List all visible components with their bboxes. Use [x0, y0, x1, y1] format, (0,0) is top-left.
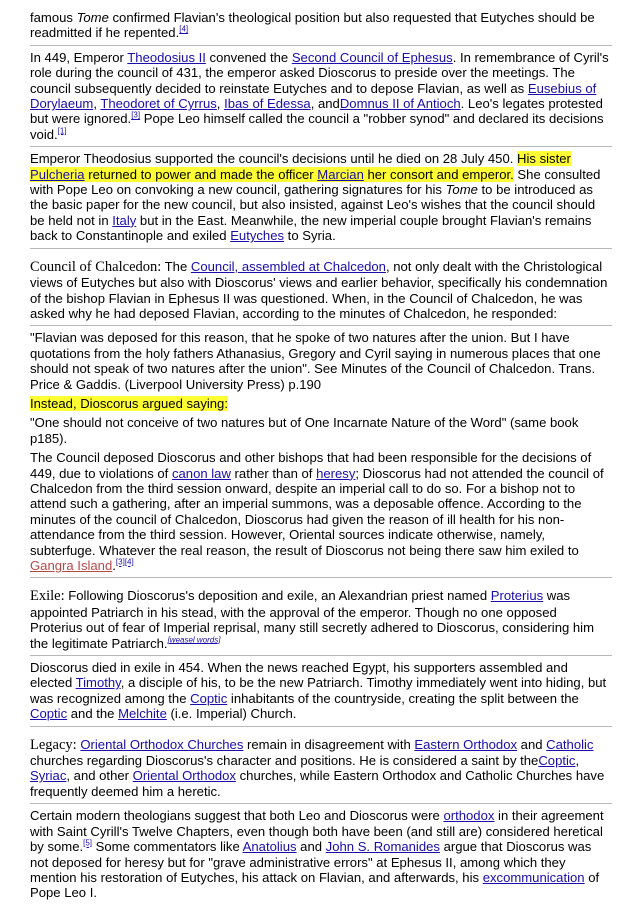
paragraph-council-of-chalcedon: Council of Chalcedon: The Council, assembled at Chalcedon, not only dealt with the Christological views of Eutyches but also with Dioscorus' views and earlier behavior, specifically his condemnation of the bishop Flavian in Ephesus II was questioned. When, in the Council of Chalcedon, he was asked why he had deposed Flavian, according to the minutes of Chalcedon, he responded:	[30, 259, 612, 327]
highlighted-text: Instead, Dioscorus argued saying:	[30, 395, 228, 411]
quote-flavian-deposed: "Flavian was deposed for this reason, that he spoke of two natures after the union. But I have quotations from the holy fathers Athanasius, Gregory and Cyril saying in numerous places that one should not speak of two natures after the union". See Minutes of the Council of Chalcedon. Trans. Price & Gaddis. (Liverpool University Press) p.190	[30, 330, 601, 392]
footnote-link-4[interactable]: [4]	[179, 25, 189, 35]
link-john-s-romanides[interactable]: John S. Romanides	[325, 839, 440, 855]
link-orthodox[interactable]: orthodox	[443, 808, 495, 824]
link-marcian[interactable]: Marcian	[317, 166, 364, 182]
paragraph-dioscorus-died: Dioscorus died in exile in 454. When the news reached Egypt, his supporters assembled and elected Timothy, a disciple of his, to be the new Patriarch. Timothy immediately went into hiding, but was recognized among the Coptic inhabitants of the countryside, creating the split between the Coptic and the Melchite (i.e. Imperial) Church.	[30, 660, 612, 727]
highlighted-text: returned to power and made the officer	[84, 166, 318, 182]
paragraph-council-deposed-dioscorus: The Council deposed Dioscorus and other bishops that had been responsible for the decisions of 449, due to violations of canon law rather than of heresy; Dioscorus had not attended the council of Chalcedon from the third session onward, despite an imperial call to do so. For a bishop not to attend such a gathering, after an imperial summons, was a deposable offence. According to the minutes of the council of Chalcedon, Dioscorus had given the reason of ill health for his non-attendance from the third session. However, Oriental sources indicate otherwise, namely, subterfuge. Whatever the real reason, the result of Dioscorus not being there saw him exiled to Gangra Island.[3][4]	[30, 450, 612, 578]
paragraph-exile: Exile: Following Dioscorus's deposition and exile, an Alexandrian priest named Proterius was appointed Patriarch in his stead, with the approval of the emperor. Though no one opposed Proterius out of fear of Imperial reprisal, many still secretly adhered to Dioscorus, considering him the legitimate Patriarch.[weasel words]	[30, 588, 612, 656]
footnote-link-1[interactable]: [1]	[57, 126, 67, 136]
highlighted-text: His sister	[517, 151, 571, 167]
link-second-council-of-ephesus[interactable]: Second Council of Ephesus	[291, 49, 453, 65]
link-gangra-island[interactable]: Gangra Island	[30, 558, 113, 573]
link-heresy[interactable]: heresy	[316, 465, 356, 481]
footnote-link-3[interactable]: [3]	[115, 557, 125, 567]
link-italy[interactable]: Italy	[112, 212, 137, 228]
link-syriac[interactable]: Syriac	[30, 768, 67, 784]
paragraph-second-council-ephesus: In 449, Emperor Theodosius II convened the Second Council of Ephesus. In remembrance of Cyril's role during the council of 431, the emperor asked Dioscorus to preside over the meetings. The council subsequently decided to reinstate Eutyches and to depose Flavian, as well as Eusebius of Dorylaeum, Theodoret of Cyrrus, Ibas of Edessa, andDomnus II of Antioch. Leo's legates protested but were ignored.[3] Pope Leo himself called the council a "robber synod" and declared its decisions void.[1]	[30, 50, 612, 147]
link-canon-law[interactable]: canon law	[171, 465, 231, 481]
footnote-link-3[interactable]: [3]	[131, 111, 141, 121]
link-catholic[interactable]: Catholic	[546, 736, 594, 752]
link-proterius[interactable]: Proterius	[490, 588, 544, 604]
link-timothy[interactable]: Timothy	[75, 675, 121, 691]
footnote-link-4[interactable]: [4]	[124, 557, 134, 567]
paragraph-tome-confirmation: famous Tome confirmed Flavian's theological position but also requested that Eutyches should be readmitted if he repented.[4]	[30, 10, 612, 46]
link-eastern-orthodox[interactable]: Eastern Orthodox	[414, 736, 518, 752]
link-eusebius-of-dorylaeum[interactable]: Eusebius of Dorylaeum	[30, 80, 597, 112]
link-pulcheria[interactable]: Pulcheria	[30, 166, 85, 182]
link-anatolius[interactable]: Anatolius	[242, 839, 297, 855]
section-heading-exile: Exile:	[30, 588, 65, 605]
quote-one-incarnate-nature: "One should not conceive of two natures but of One Incarnate Nature of the Word" (same book p185).	[30, 415, 579, 446]
link-eutyches[interactable]: Eutyches	[230, 228, 285, 244]
link-excommunication[interactable]: excommunication	[482, 869, 585, 885]
link-coptic-church[interactable]: Coptic	[30, 706, 68, 722]
paragraph-modern-theologians: Certain modern theologians suggest that both Leo and Dioscorus were orthodox in their agreement with Saint Cyrill's Twelve Chapters, even though both have been (and still are) considered heretical by some.[5] Some commentators like Anatolius and John S. Romanides argue that Dioscorus was not deposed for heresy but for "grave administrative errors" at Ephesus II, among which they mention his restoration of Eutyches, his attack on Flavian, and afterwards, his excommunication of Pope Leo I.	[30, 808, 604, 901]
link-domnus-ii-of-antioch[interactable]: Domnus II of Antioch	[339, 96, 461, 112]
link-council-assembled-at-chalcedon[interactable]: Council, assembled at Chalcedon	[190, 258, 386, 274]
link-theodosius-ii[interactable]: Theodosius II	[127, 49, 206, 65]
link-oriental-orthodox-churches[interactable]: Oriental Orthodox Churches	[80, 736, 244, 752]
document-page	[30, 10, 612, 905]
link-melchite[interactable]: Melchite	[118, 706, 167, 722]
section-heading-legacy: Legacy:	[30, 736, 77, 753]
paragraph-emperor-theodosius: Emperor Theodosius supported the council's decisions until he died on 28 July 450. His sister Pulcheria returned to power and made the officer Marcian her consort and emperor. She consulted with Pope Leo on convoking a new council, gathering signatures for his Tome to be introduced as the basic paper for the new council, but also insisted, against Leo's wishes that the council should be held not in Italy but in the East. Meanwhile, the new imperial couple brought Flavian's remains back to Constantinople and exiled Eutyches to Syria.	[30, 151, 612, 248]
link-coptic[interactable]: Coptic	[538, 753, 576, 769]
tome-italic: Tome	[445, 182, 478, 198]
section-heading-council-of-chalcedon: Council of Chalcedon:	[30, 258, 162, 275]
link-oriental-orthodox[interactable]: Oriental Orthodox	[132, 768, 236, 784]
tome-italic: Tome	[76, 10, 109, 25]
link-weasel-words[interactable]: [weasel words]	[167, 635, 221, 645]
paragraph-legacy: Legacy: Oriental Orthodox Churches remain in disagreement with Eastern Orthodox and Catholic churches regarding Dioscorus's character and positions. He is considered a saint by theCoptic, Syriac, and other Oriental Orthodox churches, while Eastern Orthodox and Catholic Churches have frequently deemed him a heretic.	[30, 737, 612, 805]
link-ibas-of-edessa[interactable]: Ibas of Edessa	[224, 96, 311, 112]
footnote-link-5[interactable]: [5]	[83, 838, 93, 848]
link-coptic[interactable]: Coptic	[190, 690, 228, 706]
paragraph-dioscorus-argued	[30, 396, 612, 415]
link-theodoret-of-cyrrus[interactable]: Theodoret of Cyrrus	[100, 96, 217, 112]
highlighted-text: her consort and emperor.	[363, 166, 514, 182]
